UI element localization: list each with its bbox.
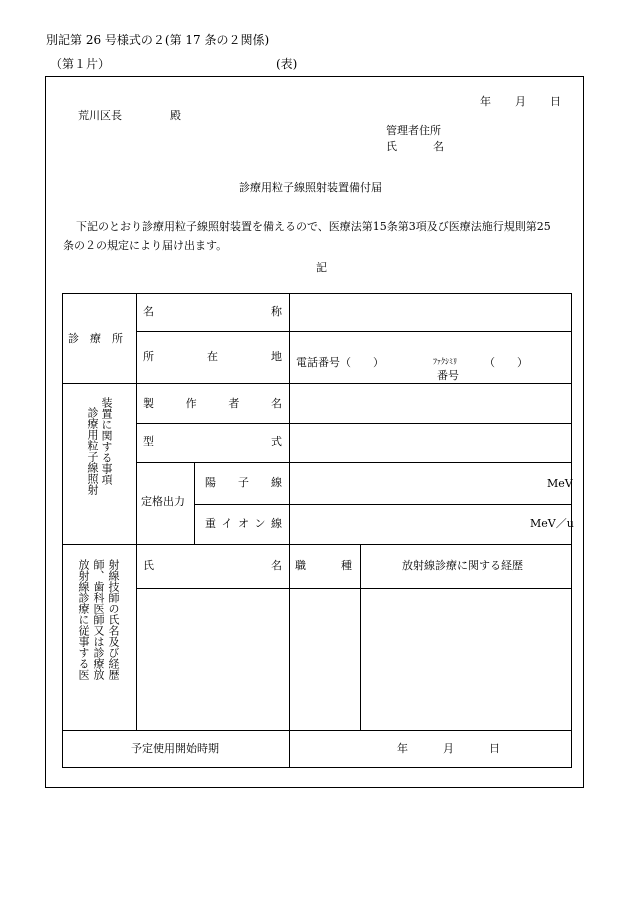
- clinic-name-label: 名 称: [143, 305, 282, 318]
- heavy-ion-unit: MeV／u: [530, 517, 574, 530]
- career-label: 放射線診療に関する経歴: [402, 559, 523, 572]
- proton-unit: MeV: [547, 477, 573, 490]
- fax-paren: （ ）: [484, 356, 528, 369]
- staff-label-col2: 師、歯科医師又は診療放: [92, 559, 105, 680]
- ki-label: 記: [316, 261, 327, 274]
- date-day: 日: [550, 95, 561, 108]
- admin-address-label: 管理者住所: [386, 124, 441, 137]
- proton-label: 陽 子 線: [205, 476, 282, 489]
- sheet-number: （第１片）: [50, 57, 111, 71]
- manufacturer-label: 製 作 者 名: [143, 397, 282, 410]
- rated-output-label: 定格出力: [141, 495, 185, 508]
- fax-label-bottom: 番号: [437, 369, 459, 382]
- clinic-label: 診 療 所: [68, 332, 123, 345]
- side-label: (表): [276, 57, 298, 71]
- device-label-col1: 装置に関する事項: [100, 397, 113, 485]
- clinic-location-label: 所 在 地: [143, 350, 282, 363]
- staff-label-col3: 放射線診療に従事する医: [77, 559, 90, 680]
- body-line-1: 下記のとおり診療用粒子線照射装置を備えるので、医療法第15条第3項及び医療法施行規則第25: [76, 220, 551, 233]
- date-month: 月: [515, 95, 526, 108]
- model-label: 型 式: [143, 435, 282, 448]
- staff-name-label: 氏 名: [143, 559, 282, 572]
- body-line-2: 条の２の規定により届け出ます。: [63, 239, 228, 252]
- honorific: 殿: [170, 109, 181, 122]
- document-title: 診療用粒子線照射装置備付届: [239, 181, 382, 194]
- date-year: 年: [480, 95, 491, 108]
- start-date-label: 予定使用開始時期: [131, 742, 219, 755]
- form-reference: 別記第 26 号様式の２(第 17 条の２関係): [46, 33, 270, 47]
- admin-name-label: 氏 名: [386, 140, 444, 153]
- job-type-label: 職 種: [295, 559, 352, 572]
- addressee: 荒川区長: [78, 109, 122, 122]
- start-year: 年: [397, 742, 408, 755]
- start-month: 月: [443, 742, 454, 755]
- device-label-col2: 診療用粒子線照射: [86, 407, 99, 495]
- staff-label-col1: 射線技師の氏名及び経歴: [107, 559, 120, 680]
- fax-label-top: ﾌｧｸｼﾐﾘ: [433, 357, 457, 366]
- heavy-ion-label: 重 イ オ ン 線: [205, 517, 282, 530]
- start-day: 日: [489, 742, 500, 755]
- phone-label: 電話番号（ ）: [296, 356, 384, 369]
